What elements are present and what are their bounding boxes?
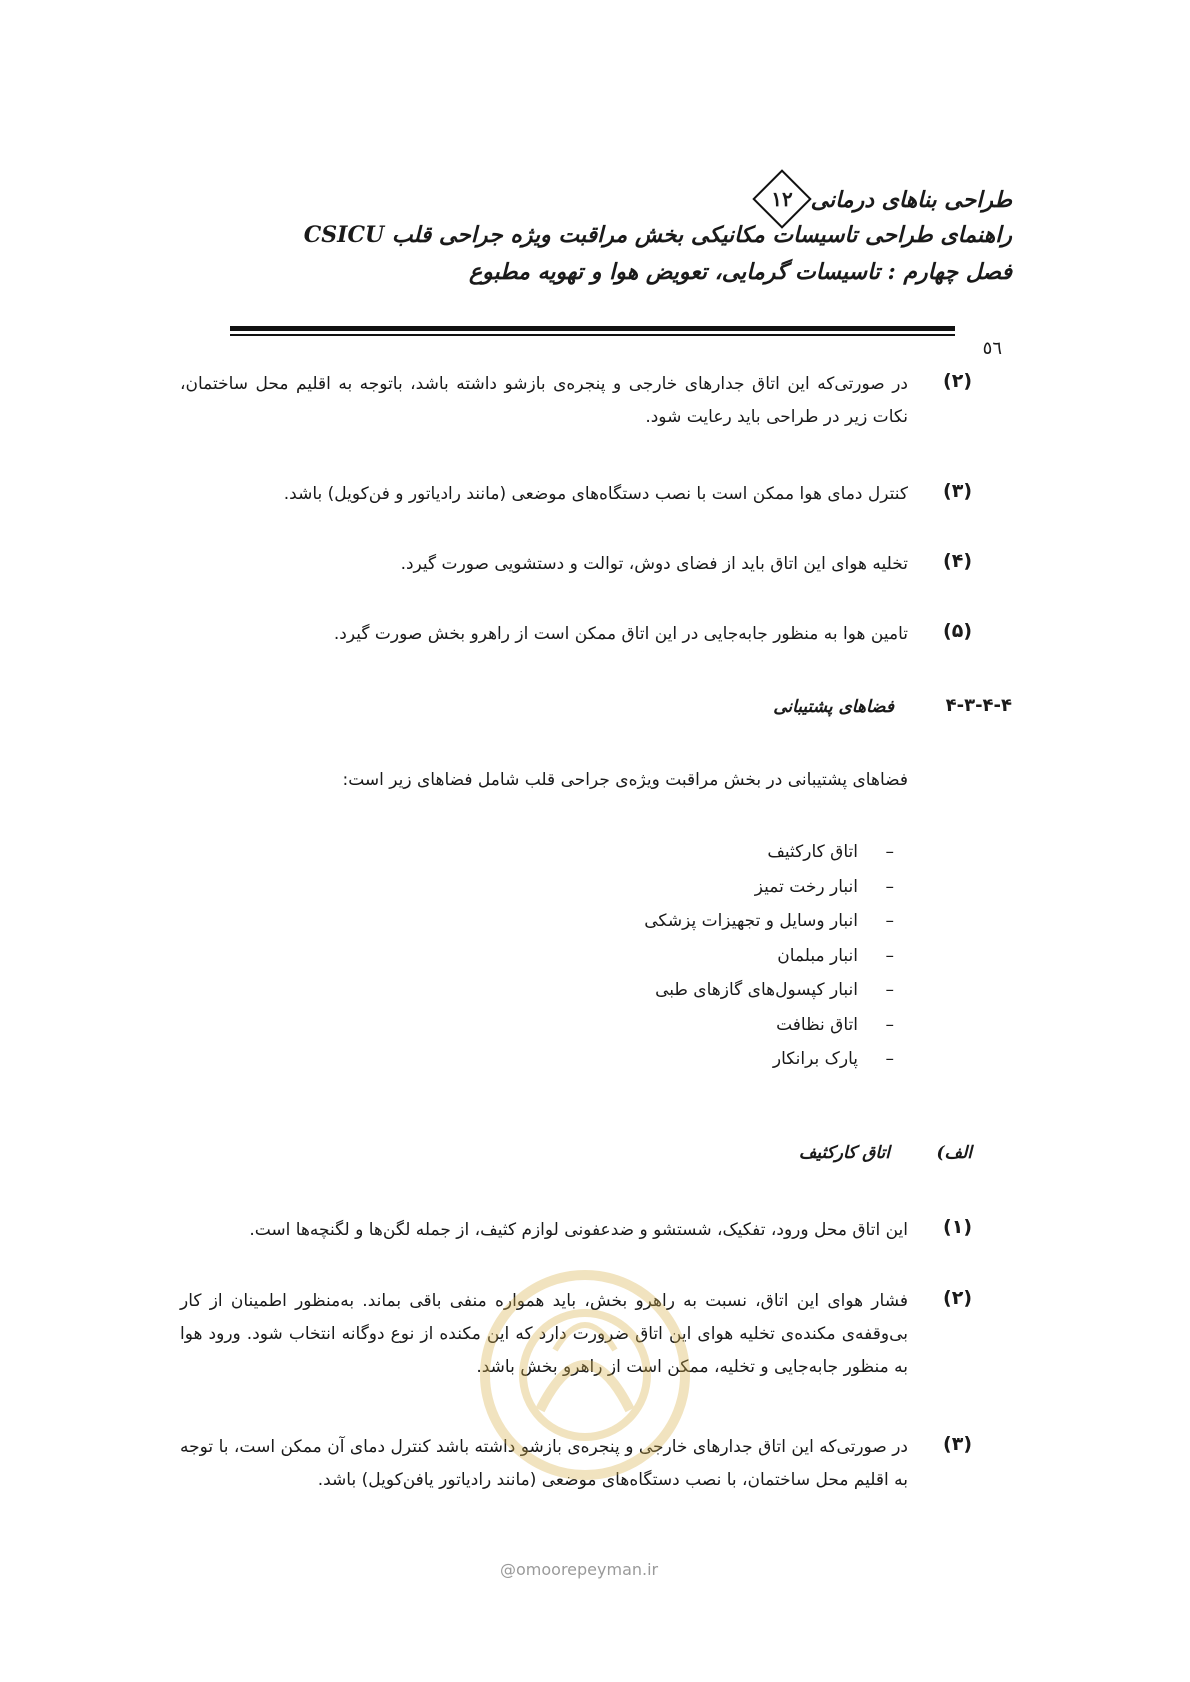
book-title — [753, 180, 1012, 222]
item-number: (۲) — [943, 370, 972, 392]
item-number: (۳) — [943, 1433, 972, 1455]
item-text: کنترل دمای هوا ممکن است با نصب دستگاه‌های موضعی (مانند رادیاتور و فن‌کویل) باشد. — [283, 484, 908, 504]
item-text: فشار هوای این اتاق، نسبت به راهرو بخش، باید همواره منفی باقی بماند. به‌منظور اطمینان از کار بی‌وقفه‌ی مکنده‌ی تخلیه هوای این اتاق ضرورت دارد که این مکنده از نوع دوگانه انتخاب شود. ورود هوا به منظور جابه‌جایی و تخلیه، ممکن است از راهرو بخش باشد. — [180, 1291, 908, 1377]
list-item: –انبار رخت تمیز — [754, 876, 894, 897]
guide-title: راهنمای طراحی تاسیسات مکانیکی بخش مراقبت ویژه جراحی قلب CSICU — [303, 222, 1012, 248]
section-number: ۴-۳-۴-۴ — [945, 695, 1012, 716]
item-text: در صورتی‌که این اتاق جدارهای خارجی و پنجره‌ی بازشو داشته باشد، باتوجه به اقلیم محل ساختمان، نکات زیر در طراحی باید رعایت شود. — [180, 374, 908, 427]
list-item: –اتاق نظافت — [776, 1014, 894, 1035]
header-rule-thin — [230, 334, 955, 336]
item-number: (۲) — [943, 1287, 972, 1309]
watermark-url: @omoorepeyman.ir — [500, 1560, 659, 1579]
subsection-label: الف) — [936, 1143, 972, 1163]
item-text: در صورتی‌که این اتاق جدارهای خارجی و پنجره‌ی بازشو داشته باشد کنترل دمای آن ممکن است، با توجه به اقلیم محل ساختمان، با نصب دستگاه‌های موضعی (مانند رادیاتور یافن‌کویل) باشد. — [180, 1437, 908, 1490]
item-number: (۳) — [943, 480, 972, 502]
item-text: تامین هوا به منظور جابه‌جایی در این اتاق ممکن است از راهرو بخش صورت گیرد. — [333, 624, 908, 644]
chapter-title: فصل چهارم : تاسیسات گرمایی، تعویض هوا و تهویه مطبوع — [469, 259, 1012, 285]
subsection-title: اتاق کارکثیف — [798, 1143, 890, 1163]
list-item: –انبار کپسول‌های گازهای طبی — [655, 980, 894, 1000]
list-item: –انبار وسایل و تجهیزات پزشکی — [644, 911, 894, 931]
watermark-logo — [470, 1260, 700, 1490]
item-number: (۱) — [943, 1216, 972, 1238]
page-number: ٥٦ — [982, 338, 1002, 359]
support-spaces-list — [644, 835, 894, 1077]
volume-number: ۱۲ — [770, 187, 793, 211]
list-item: –اتاق کارکثیف — [767, 842, 894, 862]
section-title: فضاهای پشتیبانی — [773, 697, 894, 717]
book-title-text: طراحی بناهای درمانی — [810, 187, 1012, 213]
list-item: –پارک برانکار — [772, 1049, 894, 1069]
item-number: (۴) — [943, 550, 972, 572]
item-text: تخلیه هوای این اتاق باید از فضای دوش، توالت و دستشویی صورت گیرد. — [400, 554, 908, 574]
section-intro: فضاهای پشتیبانی در بخش مراقبت ویژه‌ی جراحی قلب شامل فضاهای زیر است: — [342, 770, 908, 790]
list-item: –انبار مبلمان — [777, 945, 894, 966]
header-rule-thick — [230, 326, 955, 331]
item-number: (۵) — [943, 620, 972, 642]
volume-badge — [752, 169, 811, 228]
item-text: این اتاق محل ورود، تفکیک، شستشو و ضدعفونی لوازم کثیف، از جمله لگن‌ها و لگنچه‌ها است. — [249, 1220, 908, 1240]
